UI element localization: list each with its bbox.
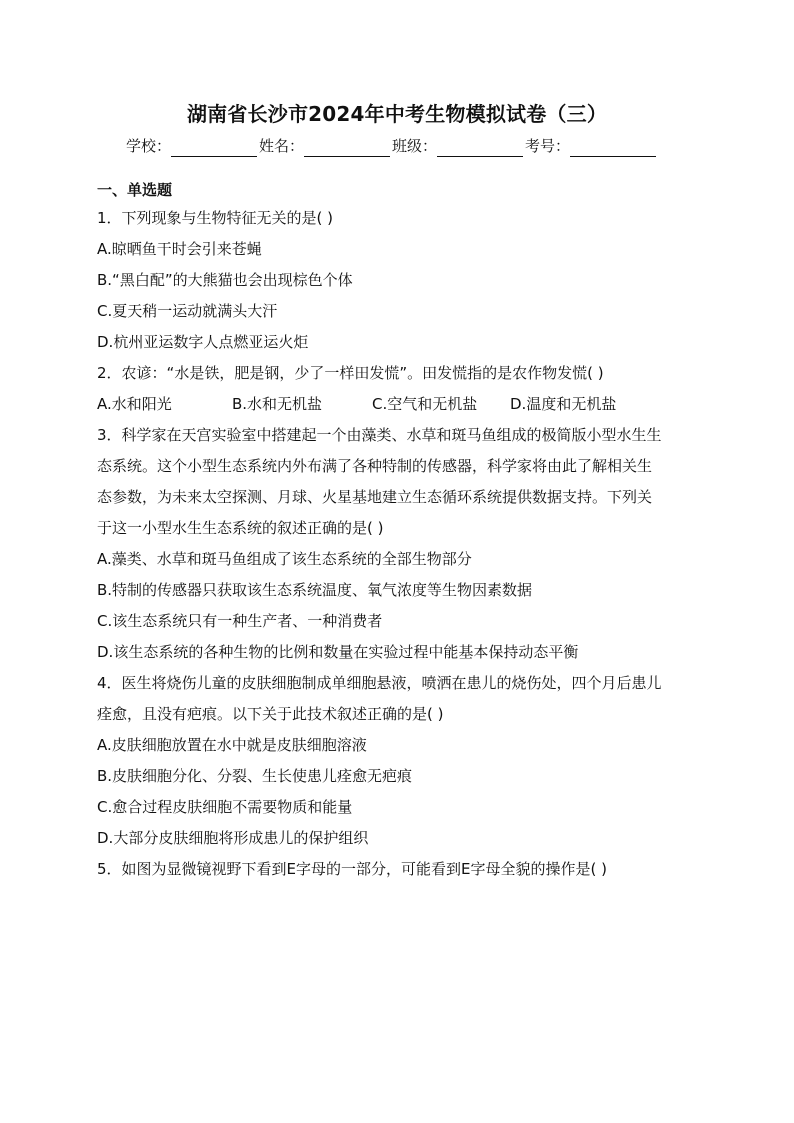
question-stem-line: 态参数，为未来太空探测、月球、火星基地建立生态循环系统提供数据支持。下列关	[97, 488, 653, 506]
option-b[interactable]: B.皮肤细胞分化、分裂、生长使患儿痊愈无疤痕	[97, 767, 413, 785]
number-field	[525, 135, 658, 157]
section-heading: 一、单选题	[97, 181, 173, 199]
number-blank[interactable]	[570, 138, 656, 157]
question-stem-line: 于这一小型水生生态系统的叙述正确的是( )	[97, 519, 384, 537]
question-stem: 2．农谚：“水是铁，肥是钢，少了一样田发慌”。田发慌指的是农作物发慌( )	[97, 364, 604, 382]
option-d[interactable]: D.大部分皮肤细胞将形成患儿的保护组织	[97, 829, 369, 847]
question-1	[97, 203, 707, 358]
class-field	[392, 135, 525, 157]
option-d[interactable]: D.温度和无机盐	[510, 395, 617, 413]
student-info-row	[126, 133, 658, 157]
option-a[interactable]: A.皮肤细胞放置在水中就是皮肤细胞溶液	[97, 736, 367, 754]
school-blank[interactable]	[171, 138, 257, 157]
option-d[interactable]: D.该生态系统的各种生物的比例和数量在实验过程中能基本保持动态平衡	[97, 643, 579, 661]
option-b[interactable]: B.水和无机盐	[232, 395, 323, 413]
option-c[interactable]: C.该生态系统只有一种生产者、一种消费者	[97, 612, 383, 630]
option-b[interactable]: B.“黑白配”的大熊猫也会出现棕色个体	[97, 271, 353, 289]
question-stem-line: 4．医生将烧伤儿童的皮肤细胞制成单细胞悬液，喷洒在患儿的烧伤处，四个月后患儿	[97, 674, 662, 692]
question-3	[97, 420, 707, 668]
option-c[interactable]: C.空气和无机盐	[372, 395, 478, 413]
question-stem-line: 态系统。这个小型生态系统内外布满了各种特制的传感器，科学家将由此了解相关生	[97, 457, 653, 475]
class-label: 班级：	[392, 137, 438, 155]
school-field	[126, 135, 259, 157]
option-b[interactable]: B.特制的传感器只获取该生态系统温度、氧气浓度等生物因素数据	[97, 581, 533, 599]
question-stem-line: 痊愈，且没有疤痕。以下关于此技术叙述正确的是( )	[97, 705, 444, 723]
question-stem-line: 3．科学家在天宫实验室中搭建起一个由藻类、水草和斑马鱼组成的极简版小型水生生	[97, 426, 662, 444]
question-2	[97, 358, 707, 420]
question-list	[97, 203, 707, 885]
option-a[interactable]: A.晾晒鱼干时会引来苍蝇	[97, 240, 262, 258]
name-field	[259, 135, 392, 157]
number-label: 考号：	[525, 137, 571, 155]
option-c[interactable]: C.夏天稍一运动就满头大汗	[97, 302, 278, 320]
option-a[interactable]: A.水和阳光	[97, 395, 172, 413]
options-row	[97, 389, 707, 420]
question-stem: 1．下列现象与生物特征无关的是( )	[97, 209, 334, 227]
question-5	[97, 854, 707, 885]
question-4	[97, 668, 707, 854]
exam-title: 湖南省长沙市2024年中考生物模拟试卷（三）	[186, 102, 608, 126]
class-blank[interactable]	[437, 138, 523, 157]
name-blank[interactable]	[304, 138, 390, 157]
option-a[interactable]: A.藻类、水草和斑马鱼组成了该生态系统的全部生物部分	[97, 550, 472, 568]
school-label: 学校：	[126, 137, 172, 155]
option-d[interactable]: D.杭州亚运数字人点燃亚运火炬	[97, 333, 309, 351]
question-stem: 5．如图为显微镜视野下看到E字母的一部分，可能看到E字母全貌的操作是( )	[97, 860, 607, 878]
name-label: 姓名：	[259, 137, 305, 155]
option-c[interactable]: C.愈合过程皮肤细胞不需要物质和能量	[97, 798, 353, 816]
